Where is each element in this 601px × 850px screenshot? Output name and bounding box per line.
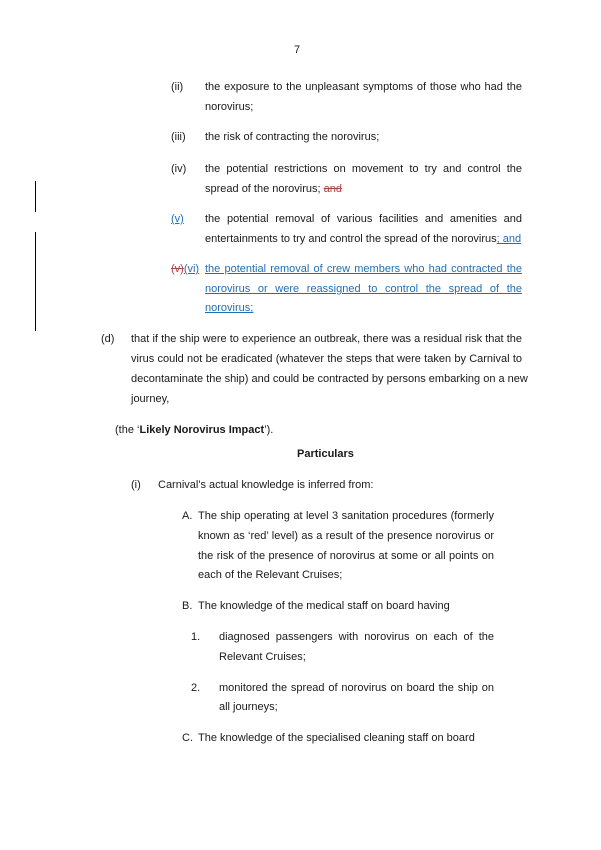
particulars-A-line2: known as ‘red’ level) as a result of the presence norovirus or bbox=[198, 530, 494, 542]
defined-prefix: (the ‘ bbox=[115, 424, 140, 436]
item-vi-label bbox=[171, 262, 199, 276]
item-iv-line1: the potential restrictions on movement to try and control the bbox=[205, 163, 522, 175]
particulars-B-text: The knowledge of the medical staff on board having bbox=[198, 600, 450, 612]
inserted-text: ; and bbox=[496, 233, 522, 245]
item-iv-label: (iv) bbox=[171, 163, 187, 175]
inserted-label: (vi) bbox=[183, 263, 200, 275]
para-d-label: (d) bbox=[101, 333, 115, 345]
particulars-C-text: The knowledge of the specialised cleaning staff on board bbox=[198, 732, 475, 744]
revision-bar bbox=[35, 232, 36, 331]
particulars-B1-line2: Relevant Cruises; bbox=[219, 651, 306, 663]
particulars-B-label: B. bbox=[182, 600, 193, 612]
item-v-label: (v) bbox=[171, 213, 184, 225]
particulars-A-line4: each of the Relevant Cruises; bbox=[198, 569, 343, 581]
particulars-i-label: (i) bbox=[131, 479, 141, 491]
particulars-B2-line1: monitored the spread of norovirus on board the ship on bbox=[219, 682, 494, 694]
page-number: 7 bbox=[294, 44, 301, 56]
defined-suffix: ’). bbox=[264, 424, 274, 436]
defined-term-name: Likely Norovirus Impact bbox=[139, 424, 265, 436]
item-iv-line2 bbox=[205, 182, 342, 196]
item-vi-line3: norovirus; bbox=[205, 302, 254, 314]
particulars-B1-label: 1. bbox=[191, 631, 201, 643]
revision-bar bbox=[35, 181, 36, 212]
item-v-line1: the potential removal of various facilities and amenities and bbox=[205, 213, 522, 225]
particulars-A-line1: The ship operating at level 3 sanitation procedures (formerly bbox=[198, 510, 494, 522]
deleted-label: (v) bbox=[171, 263, 184, 275]
particulars-A-label: A. bbox=[182, 510, 193, 522]
particulars-B1-line1: diagnosed passengers with norovirus on each of the bbox=[219, 631, 494, 643]
item-iii-label: (iii) bbox=[171, 131, 186, 143]
deleted-text: and bbox=[323, 183, 342, 195]
item-ii-line1: the exposure to the unpleasant symptoms of those who had the bbox=[205, 81, 522, 93]
item-vi-line1: the potential removal of crew members who had contracted the bbox=[205, 263, 522, 275]
particulars-heading: Particulars bbox=[297, 448, 354, 460]
item-ii-label: (ii) bbox=[171, 81, 184, 93]
para-d-line1: that if the ship were to experience an outbreak, there was a residual risk that the bbox=[131, 333, 522, 345]
particulars-A-line3: the risk of the presence of norovirus at some or all points on bbox=[198, 550, 494, 562]
particulars-C-label: C. bbox=[182, 732, 193, 744]
item-iv-line2-text: spread of the norovirus; bbox=[205, 183, 321, 195]
item-v-line2-text: entertainments to try and control the spread of the norovirus bbox=[205, 233, 497, 245]
particulars-B2-line2: all journeys; bbox=[219, 701, 278, 713]
defined-term bbox=[115, 423, 273, 437]
particulars-i-text: Carnival's actual knowledge is inferred from: bbox=[158, 479, 374, 491]
para-d-line4: journey, bbox=[131, 393, 170, 405]
particulars-B2-label: 2. bbox=[191, 682, 201, 694]
item-ii-line2: norovirus; bbox=[205, 101, 254, 113]
item-v-line2 bbox=[205, 232, 521, 246]
item-vi-line2: norovirus or were reassigned to control the spread of the bbox=[205, 283, 522, 295]
para-d-line3: decontaminate the ship) and could be contracted by persons embarking on a new bbox=[131, 373, 528, 385]
para-d-line2: virus could not be eradicated (whatever the steps that were taken by Carnival to bbox=[131, 353, 522, 365]
item-iii-line1: the risk of contracting the norovirus; bbox=[205, 131, 380, 143]
